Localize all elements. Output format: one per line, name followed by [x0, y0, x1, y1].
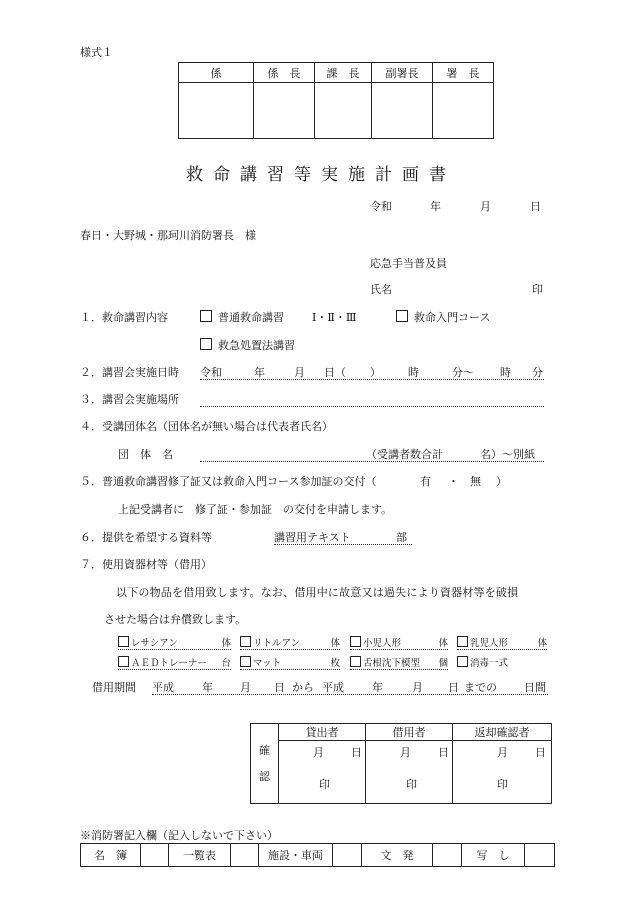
item1-label: １．救命講習内容 [80, 311, 168, 324]
stamp-cell[interactable] [372, 83, 433, 139]
checkbox[interactable] [457, 656, 468, 667]
office-label-facility: 施設・車両 [259, 844, 333, 867]
option-regular-course[interactable]: 普通救命講習 [200, 309, 284, 325]
office-label-dispatch: 文 発 [362, 844, 433, 867]
certificate-sep: ・ [448, 475, 459, 488]
date-month: 月 [480, 200, 491, 213]
item4-label: ４．受講団体名（団体名が無い場合は代表者氏名） [80, 420, 333, 433]
checkbox[interactable] [200, 338, 212, 350]
office-label-list: 一覧表 [169, 844, 231, 867]
checkbox[interactable] [240, 656, 251, 667]
lender-cell[interactable]: 月 日 印 [279, 741, 366, 804]
equipment-resusci-anne[interactable]: レサシアン 体 [118, 635, 231, 650]
applicant-role: 応急手当普及員 [370, 257, 447, 270]
checkbox[interactable] [350, 636, 361, 647]
stamp-header: 副署長 [372, 63, 433, 83]
stamp-header: 署 長 [433, 63, 494, 83]
equipment-infant-manikin[interactable]: 乳児人形 体 [457, 635, 547, 650]
office-check-copy[interactable] [525, 844, 555, 867]
equipment-aed-trainer[interactable]: ＡＥＤトレーナー 台 [118, 655, 231, 670]
stamp-cell[interactable] [179, 83, 254, 139]
item2-label: ２．講習会実施日時 [80, 366, 179, 379]
loan-period-field[interactable]: 平成 年 月 日 から 平成 年 月 日 までの 日間 [152, 681, 546, 694]
item5-label: ５．普通救命講習修了証又は救命入門コース参加証の交付（ [80, 475, 377, 488]
lender-header: 貸出者 [279, 724, 366, 741]
office-check-facility[interactable] [333, 844, 362, 867]
item7-label: ７．使用資器材等（借用） [80, 558, 212, 571]
checkbox[interactable] [200, 310, 212, 322]
stamp-cell[interactable] [315, 83, 372, 139]
loan-paragraph-line2: させた場合は弁償致します。 [104, 613, 247, 626]
form-label: 様式１ [80, 46, 113, 59]
venue-field[interactable] [200, 391, 544, 407]
checkbox[interactable] [396, 310, 408, 322]
checkbox[interactable] [118, 656, 129, 667]
borrower-header: 借用者 [366, 724, 453, 741]
stamp-header: 係 長 [254, 63, 315, 83]
course-levels: Ⅰ・Ⅱ・Ⅲ [312, 311, 357, 324]
checkbox[interactable] [350, 656, 361, 667]
item6-label: ６．提供を希望する資料等 [80, 531, 212, 544]
addressee: 春日・大野城・那珂川消防署長 様 [80, 229, 256, 242]
applicant-name-label: 氏名 [370, 283, 392, 296]
item3-label: ３．講習会実施場所 [80, 393, 179, 406]
stamp-cell[interactable] [254, 83, 315, 139]
approval-stamp-table [178, 62, 494, 139]
stamp-header: 課 長 [315, 63, 372, 83]
loan-period-label: 借用期間 [92, 681, 136, 694]
document-title: 救命講習等実施計画書 [186, 165, 456, 185]
loan-paragraph-line1: 以下の物品を借用致します。なお、借用中に故意又は過失により資器材等を破損 [116, 586, 519, 599]
group-name-field[interactable]: （受講者数合計 名）～別紙 [200, 446, 544, 462]
datetime-field[interactable]: 令和 年 月 日（ ） 時 分～ 時 分 [200, 366, 543, 379]
return-checker-header: 返却確認者 [453, 724, 552, 741]
textbook-field[interactable]: 講習用テキスト 部 [274, 529, 412, 545]
office-check-roster[interactable] [141, 844, 169, 867]
equipment-little-anne[interactable]: リトルアン 体 [240, 635, 340, 650]
stamp-header: 係 [179, 63, 254, 83]
confirm-side-label: 確 認 [259, 743, 281, 783]
equipment-disinfection-set[interactable]: 消毒一式 [457, 655, 547, 669]
office-check-dispatch[interactable] [433, 844, 462, 867]
certificate-no[interactable]: 無 [470, 475, 481, 488]
certificate-note: 上記受講者に 修了証・参加証 の交付を申請します。 [118, 503, 393, 516]
return-checker-cell[interactable]: 月 日 印 [453, 741, 552, 804]
certificate-close: ） [496, 475, 507, 488]
equipment-mat[interactable]: マット 枚 [240, 655, 340, 670]
certificate-yes[interactable]: 有 [420, 475, 431, 488]
office-check-list[interactable] [231, 844, 259, 867]
stamp-cell[interactable] [433, 83, 494, 139]
option-intro-course[interactable]: 救命入門コース [396, 309, 490, 325]
date-era: 令和 [370, 200, 392, 213]
equipment-airway-model[interactable]: 舌根沈下模型 個 [350, 655, 448, 670]
checkbox[interactable] [240, 636, 251, 647]
office-use-table [80, 843, 555, 867]
option-first-aid-course[interactable]: 救急処置法講習 [200, 337, 295, 353]
borrower-cell[interactable]: 月 日 印 [366, 741, 453, 804]
confirmation-table [250, 723, 552, 804]
checkbox[interactable] [457, 636, 468, 647]
group-name-label: 団 体 名 [118, 448, 173, 461]
office-label-roster: 名 簿 [81, 844, 141, 867]
date-day: 日 [530, 200, 541, 213]
checkbox[interactable] [118, 636, 129, 647]
equipment-child-manikin[interactable]: 小児人形 体 [350, 635, 448, 650]
office-use-note: ※消防署記入欄（記入しないで下さい） [80, 829, 278, 842]
office-label-copy: 写 し [462, 844, 525, 867]
seal-mark: 印 [532, 283, 543, 296]
date-year: 年 [430, 200, 441, 213]
